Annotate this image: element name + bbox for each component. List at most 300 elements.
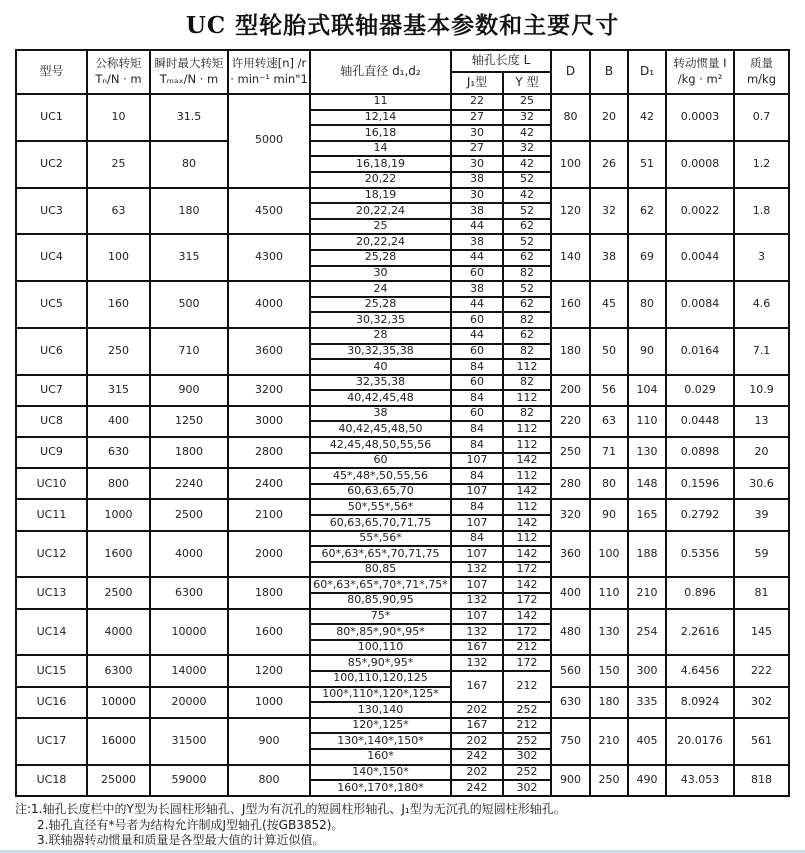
cell-j1-length: 167 [451,718,503,734]
cell-D1: 490 [628,765,666,796]
cell-B: 32 [590,188,628,235]
cell-nominal-torque: 63 [87,188,150,235]
cell-y-length: 112 [503,421,551,437]
cell-mass: 59 [734,531,789,578]
cell-bore-diameter: 100,110,120,125 [310,671,451,687]
cell-D: 400 [551,577,590,608]
cell-bore-diameter: 140*,150* [310,765,451,781]
cell-y-length: 82 [503,266,551,282]
cell-j1-length: 30 [451,156,503,172]
cell-D: 160 [551,281,590,328]
cell-j1-length: 44 [451,219,503,235]
cell-inertia: 0.0008 [666,141,734,188]
cell-bore-diameter: 100*,110*,120*,125* [310,687,451,703]
cell-model: UC7 [16,375,87,406]
cell-j1-length: 84 [451,437,503,453]
cell-model: UC10 [16,468,87,499]
cell-D1: 69 [628,234,666,281]
cell-j1-length: 22 [451,94,503,110]
cell-j1-length: 242 [451,780,503,796]
cell-y-length: 32 [503,141,551,157]
cell-inertia: 4.6456 [666,655,734,686]
cell-max-torque: 20000 [150,687,228,718]
cell-j1-length: 84 [451,421,503,437]
cell-D: 80 [551,94,590,141]
cell-bore-diameter: 14 [310,141,451,157]
cell-j1-length: 30 [451,125,503,141]
cell-nominal-torque: 10000 [87,687,150,718]
table-body [16,94,789,796]
cell-B: 20 [590,94,628,141]
cell-y-length: 172 [503,562,551,578]
cell-D1: 62 [628,188,666,235]
cell-inertia: 0.1596 [666,468,734,499]
header-D: D [551,50,590,94]
cell-nominal-torque: 16000 [87,718,150,765]
cell-max-torque: 2240 [150,468,228,499]
cell-D: 320 [551,499,590,530]
cell-j1-length: 107 [451,484,503,500]
cell-D1: 80 [628,281,666,328]
cell-bore-diameter: 30,32,35,38 [310,344,451,360]
cell-speed: 1200 [228,655,310,686]
cell-model: UC17 [16,718,87,765]
cell-B: 71 [590,437,628,468]
cell-model: UC8 [16,406,87,437]
cell-j1-length: 132 [451,624,503,640]
cell-y-length: 25 [503,94,551,110]
header-inertia-line2: /kg · m² [677,72,723,86]
cell-max-torque: 14000 [150,655,228,686]
cell-B: 150 [590,655,628,686]
cell-y-length: 42 [503,156,551,172]
cell-j1-length: 60 [451,312,503,328]
cell-B: 210 [590,718,628,765]
cell-y-length: 252 [503,765,551,781]
cell-B: 50 [590,328,628,375]
cell-max-torque: 710 [150,328,228,375]
cell-y-length: 32 [503,110,551,126]
cell-mass: 0.7 [734,94,789,141]
cell-inertia: 2.2616 [666,609,734,656]
cell-bore-diameter: 160*,170*,180* [310,780,451,796]
cell-j1-length: 107 [451,546,503,562]
table-row [16,499,789,515]
cell-nominal-torque: 630 [87,437,150,468]
cell-inertia: 8.0924 [666,687,734,718]
cell-nominal-torque: 1600 [87,531,150,578]
cell-model: UC2 [16,141,87,188]
cell-y-length: 82 [503,312,551,328]
footnote-3: 3.联轴器转动惯量和质量是各型最大值的计算近似值。 [37,833,325,848]
cell-y-length: 82 [503,406,551,422]
cell-D1: 104 [628,375,666,406]
cell-D: 750 [551,718,590,765]
cell-D1: 210 [628,577,666,608]
cell-j1-length: 38 [451,203,503,219]
cell-nominal-torque: 1000 [87,499,150,530]
cell-model: UC9 [16,437,87,468]
table-row [16,406,789,422]
cell-inertia: 0.0164 [666,328,734,375]
cell-model: UC1 [16,94,87,141]
cell-bore-diameter: 160* [310,749,451,765]
cell-max-torque: 315 [150,234,228,281]
cell-D: 140 [551,234,590,281]
header-bore-length: 轴孔长度 L [451,50,551,72]
cell-mass: 7.1 [734,328,789,375]
cell-D: 480 [551,609,590,656]
cell-bore-diameter: 24 [310,281,451,297]
header-model: 型号 [16,50,87,94]
cell-j1-length: 38 [451,281,503,297]
cell-model: UC13 [16,577,87,608]
cell-bore-diameter: 45*,48*,50,55,56 [310,468,451,484]
cell-j1-length: 107 [451,515,503,531]
cell-B: 110 [590,577,628,608]
header-inertia-line1: 转动惯量 I [673,56,727,71]
cell-mass: 222 [734,655,789,686]
cell-bore-diameter: 55*,56* [310,531,451,547]
cell-mass: 39 [734,499,789,530]
cell-B: 26 [590,141,628,188]
header-B: B [590,50,628,94]
cell-j1-length: 84 [451,499,503,515]
cell-bore-diameter: 20,22,24 [310,203,451,219]
cell-bore-diameter: 38 [310,406,451,422]
cell-bore-diameter: 60,63,65,70 [310,484,451,500]
cell-y-length: 112 [503,437,551,453]
cell-bore-diameter: 60 [310,453,451,469]
cell-bore-diameter: 11 [310,94,451,110]
header-max-torque-line1: 瞬时最大转矩 [154,56,224,71]
cell-B: 90 [590,499,628,530]
cell-bore-diameter: 18,19 [310,188,451,204]
cell-speed: 4500 [228,188,310,235]
cell-y-length: 112 [503,499,551,515]
cell-y-length: 252 [503,702,551,718]
cell-j1-length: 60 [451,266,503,282]
cell-nominal-torque: 10 [87,94,150,141]
footnote-1: 注:1.轴孔长度栏中的Y型为长圆柱形轴孔、J型为有沉孔的短圆柱形轴孔、J₁型为无沉孔的短圆柱形轴孔。 [15,801,566,816]
cell-mass: 30.6 [734,468,789,499]
cell-y-length: 62 [503,328,551,344]
cell-bore-diameter: 75* [310,609,451,625]
cell-bore-diameter: 85*,90*,95* [310,655,451,671]
cell-max-torque: 1800 [150,437,228,468]
cell-D: 900 [551,765,590,796]
cell-model: UC11 [16,499,87,530]
cell-inertia: 20.0176 [666,718,734,765]
table-row [16,328,789,344]
cell-B: 250 [590,765,628,796]
header-D1: D₁ [628,50,666,94]
header-mass-line1: 质量 [750,56,774,71]
cell-B: 130 [590,609,628,656]
cell-D: 200 [551,375,590,406]
cell-D1: 42 [628,94,666,141]
cell-y-length: 52 [503,234,551,250]
cell-nominal-torque: 800 [87,468,150,499]
cell-y-length: 142 [503,515,551,531]
cell-bore-diameter: 40,42,45,48,50 [310,421,451,437]
cell-bore-diameter: 60,63,65,70,71,75 [310,515,451,531]
cell-j1-length: 84 [451,531,503,547]
cell-y-length: 62 [503,219,551,235]
cell-j1-length: 167 [451,640,503,656]
cell-j1-length: 27 [451,141,503,157]
cell-B: 63 [590,406,628,437]
cell-inertia: 0.0003 [666,94,734,141]
cell-bore-diameter: 20,22 [310,172,451,188]
cell-j1-length: 242 [451,749,503,765]
header-bore-diameter: 轴孔直径 d₁,d₂ [310,50,451,94]
footnote-2: 2.轴孔直径有*号者为结构允许制成J型轴孔(按GB3852)。 [37,817,344,832]
cell-y-length: 112 [503,531,551,547]
cell-mass: 4.6 [734,281,789,328]
cell-y-length: 142 [503,546,551,562]
cell-D: 360 [551,531,590,578]
cell-inertia: 43.053 [666,765,734,796]
cell-inertia: 0.0022 [666,188,734,235]
cell-bore-diameter: 20,22,24 [310,234,451,250]
coupling-spec-table [15,49,790,797]
cell-speed: 1800 [228,577,310,608]
cell-mass: 818 [734,765,789,796]
header-nominal-torque [87,50,150,94]
table-row [16,531,789,547]
cell-y-length: 62 [503,250,551,266]
cell-mass: 561 [734,718,789,765]
cell-speed: 2100 [228,499,310,530]
footnotes [15,802,805,849]
table-row [16,437,789,453]
cell-y-length: 42 [503,125,551,141]
header-y-type: Y 型 [503,72,551,94]
cell-j1-length: 107 [451,453,503,469]
cell-bore-diameter: 25 [310,219,451,235]
cell-D: 280 [551,468,590,499]
cell-mass: 13 [734,406,789,437]
table-row [16,141,789,157]
table-row [16,765,789,781]
cell-D1: 188 [628,531,666,578]
table-row [16,94,789,110]
cell-j1-length: 27 [451,110,503,126]
header-max-torque-line2: Tₘₐₓ/N · m [159,72,219,86]
cell-inertia: 0.029 [666,375,734,406]
cell-bore-diameter: 100,110 [310,640,451,656]
cell-y-length: 302 [503,749,551,765]
cell-j1-length: 44 [451,328,503,344]
cell-j1-length: 60 [451,344,503,360]
table-row [16,468,789,484]
cell-y-length: 212 [503,640,551,656]
cell-D: 250 [551,437,590,468]
cell-model: UC18 [16,765,87,796]
cell-j1-length: 132 [451,655,503,671]
cell-nominal-torque: 25 [87,141,150,188]
cell-j1-length: 30 [451,188,503,204]
cell-bore-diameter: 32,35,38 [310,375,451,391]
cell-y-length: 112 [503,468,551,484]
cell-y-length: 142 [503,484,551,500]
table-row [16,281,789,297]
header-speed-line1: 许用转速[n] /r [231,56,307,71]
cell-nominal-torque: 160 [87,281,150,328]
cell-max-torque: 1250 [150,406,228,437]
cell-bore-diameter: 25,28 [310,250,451,266]
cell-bore-diameter: 16,18,19 [310,156,451,172]
cell-model: UC16 [16,687,87,718]
header-j1-type: J₁型 [451,72,503,94]
cell-j1-length: 44 [451,297,503,313]
table-row [16,234,789,250]
cell-max-torque: 31.5 [150,94,228,141]
cell-bore-diameter: 80,85 [310,562,451,578]
cell-y-length: 172 [503,624,551,640]
cell-model: UC4 [16,234,87,281]
cell-nominal-torque: 6300 [87,655,150,686]
cell-inertia: 0.0044 [666,234,734,281]
cell-y-length: 42 [503,188,551,204]
cell-j1-length: 202 [451,733,503,749]
cell-inertia: 0.0448 [666,406,734,437]
cell-D1: 110 [628,406,666,437]
table-row [16,718,789,734]
cell-B: 80 [590,468,628,499]
cell-j1-length: 202 [451,702,503,718]
cell-D: 120 [551,188,590,235]
cell-bore-diameter: 50*,55*,56* [310,499,451,515]
cell-speed: 2800 [228,437,310,468]
cell-y-length: 112 [503,390,551,406]
cell-model: UC14 [16,609,87,656]
cell-speed: 2400 [228,468,310,499]
cell-model: UC12 [16,531,87,578]
cell-max-torque: 4000 [150,531,228,578]
cell-nominal-torque: 315 [87,375,150,406]
cell-y-length: 142 [503,453,551,469]
cell-mass: 1.8 [734,188,789,235]
cell-nominal-torque: 250 [87,328,150,375]
cell-max-torque: 2500 [150,499,228,530]
cell-mass: 145 [734,609,789,656]
cell-y-length: 112 [503,359,551,375]
cell-y-length: 82 [503,344,551,360]
cell-model: UC5 [16,281,87,328]
cell-j1-length: 44 [451,250,503,266]
cell-mass: 10.9 [734,375,789,406]
table-row [16,375,789,391]
cell-D1: 90 [628,328,666,375]
cell-max-torque: 10000 [150,609,228,656]
cell-speed: 3000 [228,406,310,437]
cell-speed: 800 [228,765,310,796]
cell-y-length: 172 [503,593,551,609]
cell-model: UC15 [16,655,87,686]
cell-y-length: 142 [503,577,551,593]
cell-speed: 4000 [228,281,310,328]
cell-y-length: 252 [503,733,551,749]
cell-D: 100 [551,141,590,188]
cell-max-torque: 900 [150,375,228,406]
cell-mass: 3 [734,234,789,281]
cell-D1: 254 [628,609,666,656]
cell-D: 630 [551,687,590,718]
header-speed-line2: · min⁻¹ min"1 [230,72,308,86]
cell-speed: 900 [228,718,310,765]
cell-y-length: 212 [503,671,551,702]
cell-speed: 1000 [228,687,310,718]
cell-bore-diameter: 120*,125* [310,718,451,734]
cell-nominal-torque: 25000 [87,765,150,796]
cell-y-length: 52 [503,172,551,188]
cell-B: 100 [590,531,628,578]
header-mass [734,50,789,94]
cell-nominal-torque: 4000 [87,609,150,656]
cell-bore-diameter: 25,28 [310,297,451,313]
cell-y-length: 212 [503,718,551,734]
cell-j1-length: 107 [451,577,503,593]
cell-D: 560 [551,655,590,686]
cell-D1: 148 [628,468,666,499]
table-header [16,50,789,94]
header-max-torque [150,50,228,94]
header-speed [228,50,310,94]
cell-D1: 165 [628,499,666,530]
cell-B: 56 [590,375,628,406]
cell-bore-diameter: 80*,85*,90*,95* [310,624,451,640]
cell-D1: 51 [628,141,666,188]
cell-bore-diameter: 60*,63*,65*,70*,71*,75* [310,577,451,593]
cell-max-torque: 80 [150,141,228,188]
table-row [16,577,789,593]
table-row [16,687,789,703]
cell-B: 45 [590,281,628,328]
cell-j1-length: 38 [451,172,503,188]
cell-nominal-torque: 400 [87,406,150,437]
cell-j1-length: 84 [451,468,503,484]
cell-y-length: 142 [503,609,551,625]
cell-bore-diameter: 16,18 [310,125,451,141]
cell-model: UC3 [16,188,87,235]
cell-y-length: 62 [503,297,551,313]
cell-D: 180 [551,328,590,375]
cell-max-torque: 6300 [150,577,228,608]
cell-bore-diameter: 12,14 [310,110,451,126]
cell-inertia: 0.0084 [666,281,734,328]
cell-inertia: 0.0898 [666,437,734,468]
cell-speed: 4300 [228,234,310,281]
cell-bore-diameter: 130,140 [310,702,451,718]
cell-j1-length: 38 [451,234,503,250]
cell-D1: 130 [628,437,666,468]
header-mass-line2: m/kg [746,72,777,86]
cell-inertia: 0.896 [666,577,734,608]
cell-mass: 302 [734,687,789,718]
cell-y-length: 52 [503,203,551,219]
cell-D1: 335 [628,687,666,718]
cell-j1-length: 60 [451,406,503,422]
cell-j1-length: 132 [451,593,503,609]
cell-nominal-torque: 2500 [87,577,150,608]
header-nominal-torque-line2: Tₙ/N · m [95,72,142,86]
cell-bore-diameter: 60*,63*,65*,70,71,75 [310,546,451,562]
cell-max-torque: 180 [150,188,228,235]
cell-speed: 2000 [228,531,310,578]
table-row [16,655,789,671]
